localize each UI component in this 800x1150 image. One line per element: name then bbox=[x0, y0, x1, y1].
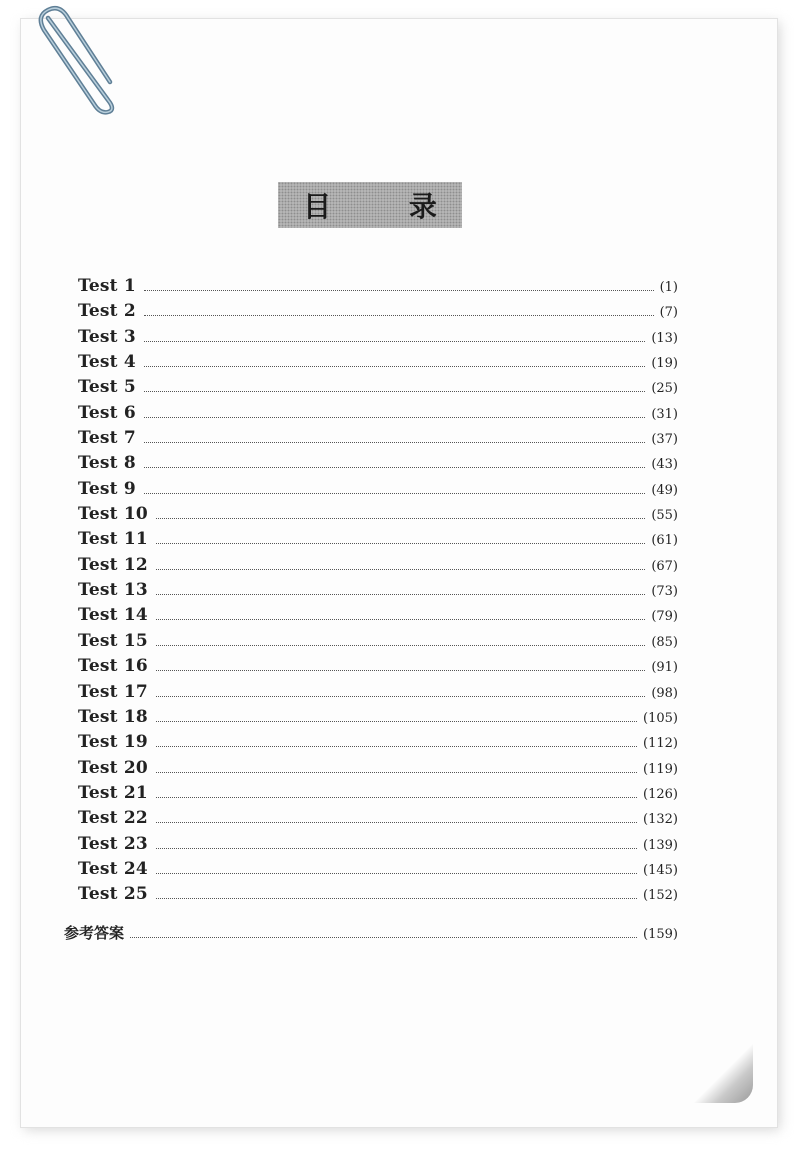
toc-label: Test 10 bbox=[78, 504, 148, 525]
toc-row[interactable] bbox=[78, 276, 678, 301]
toc-row[interactable] bbox=[78, 479, 678, 504]
dot-leader bbox=[144, 390, 645, 392]
toc-row[interactable] bbox=[78, 783, 678, 808]
dot-leader bbox=[144, 340, 645, 342]
toc-row[interactable] bbox=[78, 327, 678, 352]
toc-row[interactable] bbox=[78, 529, 678, 554]
toc-page-number: (73) bbox=[651, 584, 678, 600]
dot-leader bbox=[144, 492, 645, 494]
page-curl bbox=[693, 1043, 753, 1103]
toc-label: 参考答案 bbox=[64, 924, 125, 942]
toc-row[interactable] bbox=[78, 580, 678, 605]
toc-row[interactable] bbox=[78, 301, 678, 326]
toc-page-number: (61) bbox=[651, 533, 678, 549]
toc-page-number: (79) bbox=[651, 609, 678, 625]
toc-label: Test 1 bbox=[78, 276, 136, 296]
toc-page-number: (25) bbox=[651, 381, 678, 397]
toc-page-number: (55) bbox=[651, 508, 678, 524]
toc-label: Test 21 bbox=[78, 782, 148, 803]
toc-label: Test 14 bbox=[78, 605, 148, 626]
toc-row[interactable] bbox=[78, 656, 678, 681]
toc-label: Test 8 bbox=[78, 453, 136, 474]
toc-label: Test 15 bbox=[78, 630, 148, 651]
toc-label: Test 2 bbox=[78, 301, 136, 322]
dot-leader bbox=[156, 771, 637, 773]
toc-page-number: (112) bbox=[643, 736, 678, 752]
toc-page-number: (159) bbox=[643, 927, 678, 942]
toc-row[interactable] bbox=[78, 428, 678, 453]
toc-label: Test 16 bbox=[78, 656, 148, 677]
toc-row[interactable] bbox=[78, 707, 678, 732]
dot-leader bbox=[156, 720, 637, 722]
dot-leader bbox=[156, 644, 645, 646]
dot-leader bbox=[144, 416, 645, 418]
dot-leader bbox=[156, 618, 645, 620]
toc-row[interactable] bbox=[78, 352, 678, 377]
toc-page-number: (152) bbox=[643, 888, 678, 904]
dot-leader bbox=[156, 745, 637, 747]
toc-label: Test 24 bbox=[78, 858, 148, 879]
dot-leader bbox=[144, 466, 645, 468]
dot-leader bbox=[156, 542, 645, 544]
toc-page-number: (85) bbox=[651, 634, 678, 650]
toc-page-number: (119) bbox=[643, 761, 678, 777]
toc-label: Test 5 bbox=[78, 377, 136, 398]
toc-row[interactable] bbox=[78, 732, 678, 757]
toc-row[interactable] bbox=[78, 377, 678, 402]
toc-page-number: (145) bbox=[643, 862, 678, 878]
toc-row[interactable] bbox=[78, 555, 678, 580]
page-title: 目 录 bbox=[303, 190, 471, 223]
toc-label: Test 20 bbox=[78, 757, 148, 778]
toc-page-number: (91) bbox=[651, 660, 678, 676]
toc-label: Test 19 bbox=[78, 732, 148, 753]
toc-row[interactable] bbox=[78, 605, 678, 630]
toc-label: Test 22 bbox=[78, 808, 148, 829]
toc-row[interactable] bbox=[78, 453, 678, 478]
table-of-contents bbox=[78, 276, 678, 910]
toc-row-answers[interactable] bbox=[64, 922, 678, 943]
dot-leader bbox=[156, 821, 637, 823]
toc-label: Test 6 bbox=[78, 402, 136, 423]
toc-page-number: (132) bbox=[643, 812, 678, 828]
dot-leader bbox=[144, 365, 645, 367]
toc-page-number: (1) bbox=[659, 280, 678, 295]
toc-row[interactable] bbox=[78, 859, 678, 884]
toc-page-number: (37) bbox=[651, 432, 678, 448]
dot-leader bbox=[144, 289, 654, 291]
toc-row[interactable] bbox=[78, 758, 678, 783]
toc-row[interactable] bbox=[78, 682, 678, 707]
dot-leader bbox=[144, 441, 645, 443]
toc-page-number: (126) bbox=[643, 786, 678, 802]
toc-page-number: (13) bbox=[651, 330, 678, 346]
dot-leader bbox=[156, 695, 645, 697]
dot-leader bbox=[156, 669, 645, 671]
dot-leader bbox=[156, 568, 645, 570]
toc-label: Test 12 bbox=[78, 554, 148, 575]
paperclip-icon bbox=[30, 0, 130, 115]
dot-leader bbox=[156, 847, 637, 849]
toc-row[interactable] bbox=[78, 631, 678, 656]
dot-leader bbox=[156, 897, 637, 899]
toc-label: Test 4 bbox=[78, 352, 136, 373]
dot-leader bbox=[130, 936, 637, 938]
toc-label: Test 9 bbox=[78, 478, 136, 499]
toc-page-number: (43) bbox=[651, 457, 678, 473]
toc-page-number: (67) bbox=[651, 558, 678, 574]
toc-label: Test 3 bbox=[78, 326, 136, 347]
toc-row[interactable] bbox=[78, 504, 678, 529]
toc-page-number: (98) bbox=[651, 685, 678, 701]
toc-page-number: (7) bbox=[659, 305, 678, 321]
dot-leader bbox=[156, 796, 637, 798]
toc-page-number: (49) bbox=[651, 482, 678, 498]
toc-label: Test 11 bbox=[78, 529, 148, 550]
title-banner bbox=[278, 182, 471, 228]
toc-page-number: (105) bbox=[643, 710, 678, 726]
toc-row[interactable] bbox=[78, 834, 678, 859]
dot-leader bbox=[156, 593, 645, 595]
toc-label: Test 7 bbox=[78, 428, 136, 449]
toc-label: Test 13 bbox=[78, 580, 148, 601]
toc-page-number: (31) bbox=[651, 406, 678, 422]
toc-label: Test 25 bbox=[78, 884, 148, 905]
toc-row[interactable] bbox=[78, 403, 678, 428]
toc-label: Test 23 bbox=[78, 833, 148, 854]
toc-page-number: (139) bbox=[643, 837, 678, 853]
toc-page-number: (19) bbox=[651, 356, 678, 372]
dot-leader bbox=[156, 872, 637, 874]
toc-row[interactable] bbox=[78, 884, 678, 909]
toc-label: Test 17 bbox=[78, 681, 148, 702]
toc-label: Test 18 bbox=[78, 706, 148, 727]
dot-leader bbox=[144, 314, 654, 316]
toc-row[interactable] bbox=[78, 808, 678, 833]
dot-leader bbox=[156, 517, 645, 519]
